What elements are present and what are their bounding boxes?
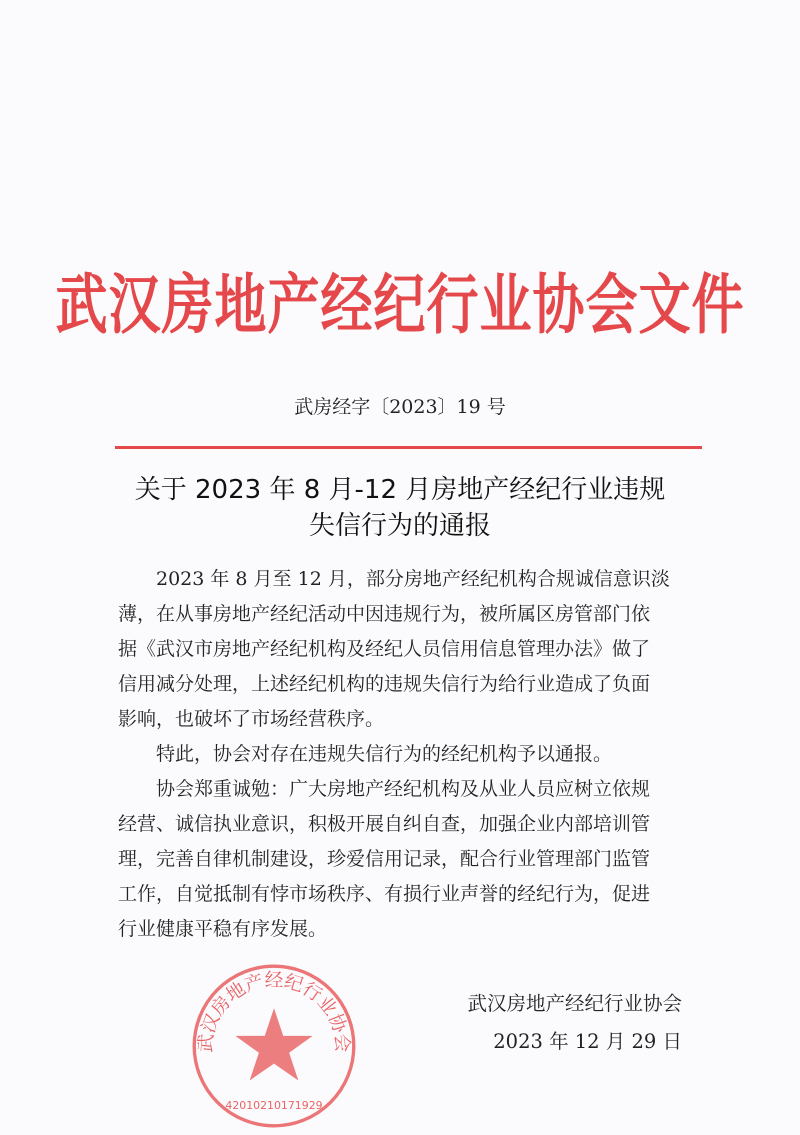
document-number: 武房经字〔2023〕19 号 [294,396,506,418]
body-line: 2023 年 8 月至 12 月，部分房地产经纪机构合规诚信意识淡 [118,568,670,590]
body-line: 理，完善自律机制建设，珍爱信用记录，配合行业管理部门监管 [118,848,651,870]
signature-date: 2023 年 12 月 29 日 [493,1030,682,1053]
body-line: 协会郑重诚勉：广大房地产经纪机构及从业人员应树立依规 [118,778,651,800]
body-line: 行业健康平稳有序发展。 [118,918,328,940]
red-divider [115,446,702,449]
body-line: 薄，在从事房地产经纪活动中因违规行为，被所属区房管部门依 [118,603,651,625]
body-line: 信用减分处理，上述经纪机构的违规失信行为给行业造成了负面 [118,673,651,695]
document-header-title: 武汉房地产经纪行业协会文件 [55,268,745,344]
body-line: 经营、诚信执业意识，积极开展自纠自查，加强企业内部培训管 [118,813,651,835]
seal-text: 武汉房地产经纪行业协会 [195,970,353,1054]
star-icon [235,1008,312,1080]
body-line: 影响，也破坏了市场经营秩序。 [118,708,385,730]
signature-org: 武汉房地产经纪行业协会 [467,992,682,1015]
notice-title [0,472,800,544]
body-line: 特此，协会对存在违规失信行为的经纪机构予以通报。 [118,743,613,765]
notice-body [118,562,693,947]
notice-title-line: 关于 2023 年 8 月-12 月房地产经纪行业违规 [134,475,666,505]
seal-code: 42010210171929 [225,1099,323,1112]
body-line: 据《武汉市房地产经纪机构及经纪人员信用信息管理办法》做了 [118,638,651,660]
signature-block [467,985,682,1061]
notice-title-line: 失信行为的通报 [308,511,491,541]
body-line: 工作，自觉抵制有悖市场秩序、有损行业声誉的经纪行为，促进 [118,883,651,905]
official-seal-stamp [190,962,358,1130]
